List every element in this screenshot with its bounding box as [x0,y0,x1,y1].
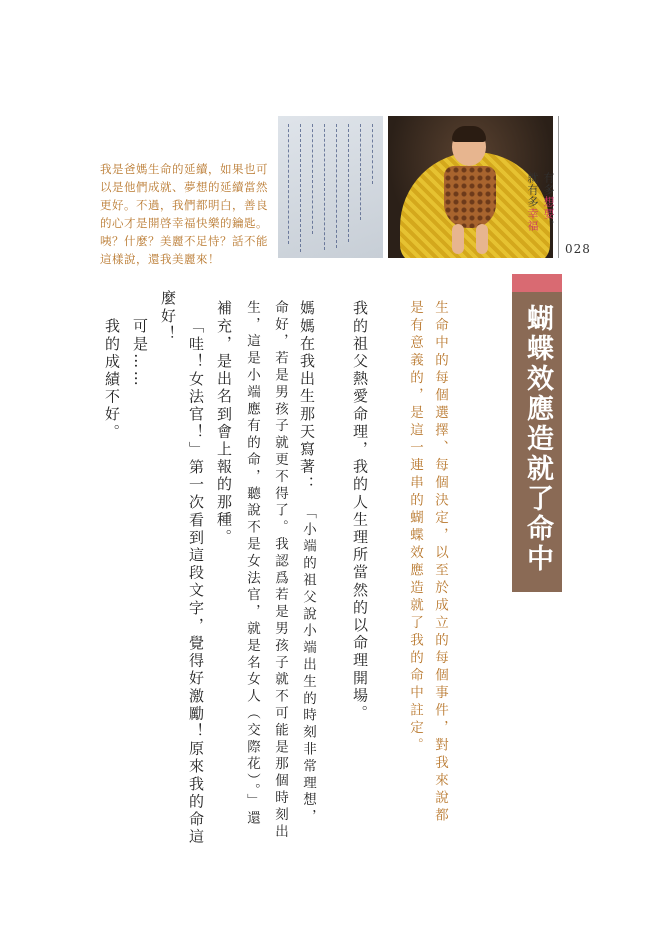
baby-hair [452,126,486,142]
series-title-line-2: 就有多幸福 [526,172,539,232]
chapter-title-band [472,274,562,592]
handwriting-stroke [288,124,291,244]
intro-line: 生命中的每個選擇、每個決定，以至於成立的每個事件，對我來說都 [432,300,448,825]
baby-leg [452,224,464,254]
caption-line: 更好。不過，我們都明白，善良 [100,198,268,212]
handwriting-stroke [312,124,315,234]
body-paragraph-start: 媽媽在我出生那天寫著： [298,300,316,494]
quote-line: 命好，若是男孩子就更不得了。我認爲若是男孩子就不可能是那個時刻出 [272,300,288,841]
body-paragraph: 可是…… [131,318,149,389]
body-paragraph: 我的祖父熱愛命理，我的人生理所當然的以命理開場。 [351,300,369,723]
page-number: 028 [565,242,591,256]
handwritten-note-photo [278,116,383,258]
baby-leg [476,224,488,254]
body-paragraph-end: 麼好！ [159,290,177,343]
caption-line: 咦？什麼？美麗不足恃？話不能 [100,234,268,248]
caption-line: 我是爸媽生命的延續，如果也可 [100,162,268,176]
body-paragraph: 「哇！女法官！」第一次看到這段文字，覺得好激勵！原來我的命這 [187,318,205,846]
handwriting-stroke [372,124,375,184]
handwriting-stroke [336,124,339,248]
handwriting-stroke [324,124,327,250]
handwriting-stroke [360,124,363,220]
baby-dress [444,166,496,228]
caption-line: 這樣說，還我美麗來！ [100,252,220,266]
body-paragraph: 我的成績不好。 [103,318,121,442]
handwriting-stroke [348,124,351,242]
body-paragraph-end: 補充，是出名到會上報的那種。 [215,300,233,547]
handwriting-stroke [300,124,303,252]
quote-line: 「小端的祖父說小端出生的時刻非常理想， [300,505,316,827]
title-accent-bar [512,274,562,292]
series-title-line-1: 有多想要， [542,172,555,232]
caption-line: 以是他們成就、夢想的延續當然 [100,180,268,194]
photo-caption [100,160,268,268]
header-rule [558,116,559,258]
caption-line: 的心才是開啓幸福快樂的鑰匙。 [100,216,268,230]
intro-line: 是有意義的，是這一連串的蝴蝶效應造就了我的命中註定。 [407,300,423,755]
chapter-title: 蝴蝶效應造就了命中註定 [472,304,553,574]
quote-line: 生，這是小端應有的命，聽說不是女法官，就是名女人（交際花）。」還 [244,300,260,828]
